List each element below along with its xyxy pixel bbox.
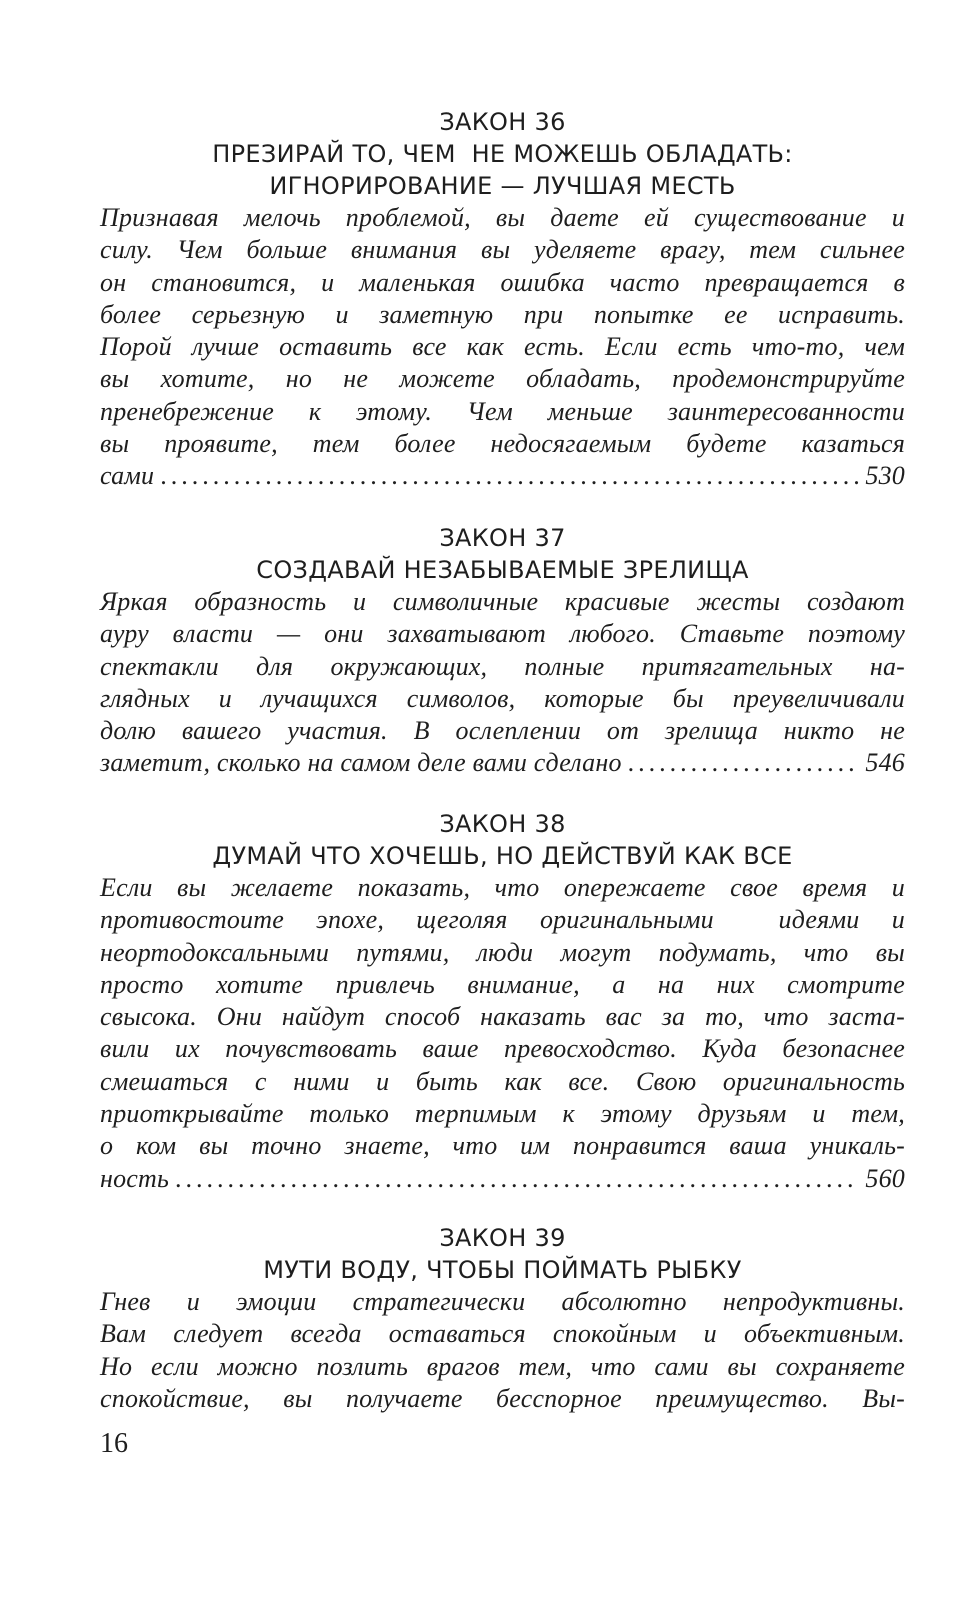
law-title-line: ДУМАЙ ЧТО ХОЧЕШЬ, НО ДЕЙСТВУЙ КАК ВСЕ (212, 842, 793, 870)
desc-line: глядных и лучащихся символов, которые бы преувеличивали (100, 683, 905, 713)
law-number: ЗАКОН 38 (439, 810, 566, 838)
law-38-entry (100, 808, 905, 1195)
desc-line: более серьезную и заметную при попытке ее исправить. (100, 299, 905, 329)
desc-line: вили их почувствовать ваше превосходство. Куда безопаснее (100, 1034, 905, 1064)
law-title-line: МУТИ ВОДУ, ЧТОБЫ ПОЙМАТЬ РЫБКУ (263, 1256, 742, 1284)
desc-line: о ком вы точно знаете, что им понравится ваша уникаль- (100, 1131, 905, 1161)
law-description (100, 586, 905, 780)
page-reference: 530 (865, 461, 905, 491)
desc-line: силу. Чем больше внимания вы уделяете врагу, тем сильнее (100, 235, 905, 265)
desc-line: Яркая образность и символичные красивые жесты создают (100, 587, 905, 616)
law-number: ЗАКОН 37 (439, 524, 566, 552)
page-reference: 560 (865, 1163, 905, 1193)
law-37-entry (100, 522, 905, 780)
desc-line: смешаться с ними и быть как все. Свою оригинальность (100, 1066, 905, 1096)
law-title-line: ИГНОРИРОВАНИЕ — ЛУЧШАЯ МЕСТЬ (269, 172, 736, 200)
law-title-line: ПРЕЗИРАЙ ТО, ЧЕМ НЕ МОЖЕШЬ ОБЛАДАТЬ: (212, 140, 793, 168)
desc-line: Признавая мелочь проблемой, вы даете ей существование и (100, 203, 905, 232)
desc-line: Вам следует всегда оставаться спокойным и объективным. (100, 1319, 905, 1349)
desc-line: спокойствие, вы получаете бесспорное преимущество. Вы- (100, 1383, 905, 1413)
desc-line: свысока. Они найдут способ наказать вас за то, что заста- (100, 1002, 905, 1032)
law-number: ЗАКОН 36 (439, 108, 566, 136)
law-description (100, 202, 905, 493)
law-number: ЗАКОН 39 (439, 1224, 566, 1252)
law-39-entry (100, 1222, 905, 1415)
desc-last-line: заметит, сколько на самом деле вами сделано (100, 748, 622, 778)
desc-line: долю вашего участия. В ослеплении от зрелища никто не (100, 716, 905, 746)
desc-line: спектакли для окружающих, полные притягательных на- (100, 651, 905, 681)
desc-line: Порой лучше оставить все как есть. Если есть что-то, чем (100, 332, 905, 362)
desc-last-line: сами (100, 461, 155, 491)
desc-line: противостоите эпохе, щеголяя оригинальными идеями и (100, 905, 905, 935)
desc-line: он становится, и маленькая ошибка часто превращается в (100, 267, 905, 297)
desc-line: Но если можно позлить врагов тем, что сами вы сохраняете (100, 1351, 905, 1381)
page-number: 16 (100, 1428, 128, 1459)
desc-line: просто хотите привлечь внимание, а на них смотрите (100, 969, 905, 999)
desc-line: вы проявите, тем более недосягаемым будете казаться (100, 429, 905, 459)
desc-last-line: ность (100, 1163, 170, 1193)
law-title-line: СОЗДАВАЙ НЕЗАБЫВАЕМЫЕ ЗРЕЛИЩА (256, 556, 749, 584)
law-description (100, 872, 905, 1195)
desc-line: Гнев и эмоции стратегически абсолютно непродуктивны. (100, 1287, 905, 1316)
page-reference: 546 (865, 748, 905, 778)
leader-dots (160, 460, 859, 492)
leader-dots (175, 1163, 859, 1195)
desc-line: вы хотите, но не можете обладать, продемонстрируйте (100, 364, 905, 394)
desc-line: ауру власти — они захватывают любого. Ставьте поэтому (100, 619, 905, 649)
law-description (100, 1286, 905, 1415)
leader-dots (628, 747, 860, 779)
desc-line: пренебрежение к этому. Чем меньше заинтересованности (100, 396, 905, 426)
toc-entry-line (100, 747, 905, 779)
toc-entry-line (100, 1163, 905, 1195)
desc-line: неортодоксальными путями, люди могут подумать, что вы (100, 937, 905, 967)
law-36-entry (100, 106, 905, 493)
desc-line: Если вы желаете показать, что опережаете свое время и (100, 873, 905, 902)
toc-entry-line (100, 460, 905, 492)
desc-line: приоткрывайте только терпимым к этому друзьям и тем, (100, 1099, 905, 1129)
